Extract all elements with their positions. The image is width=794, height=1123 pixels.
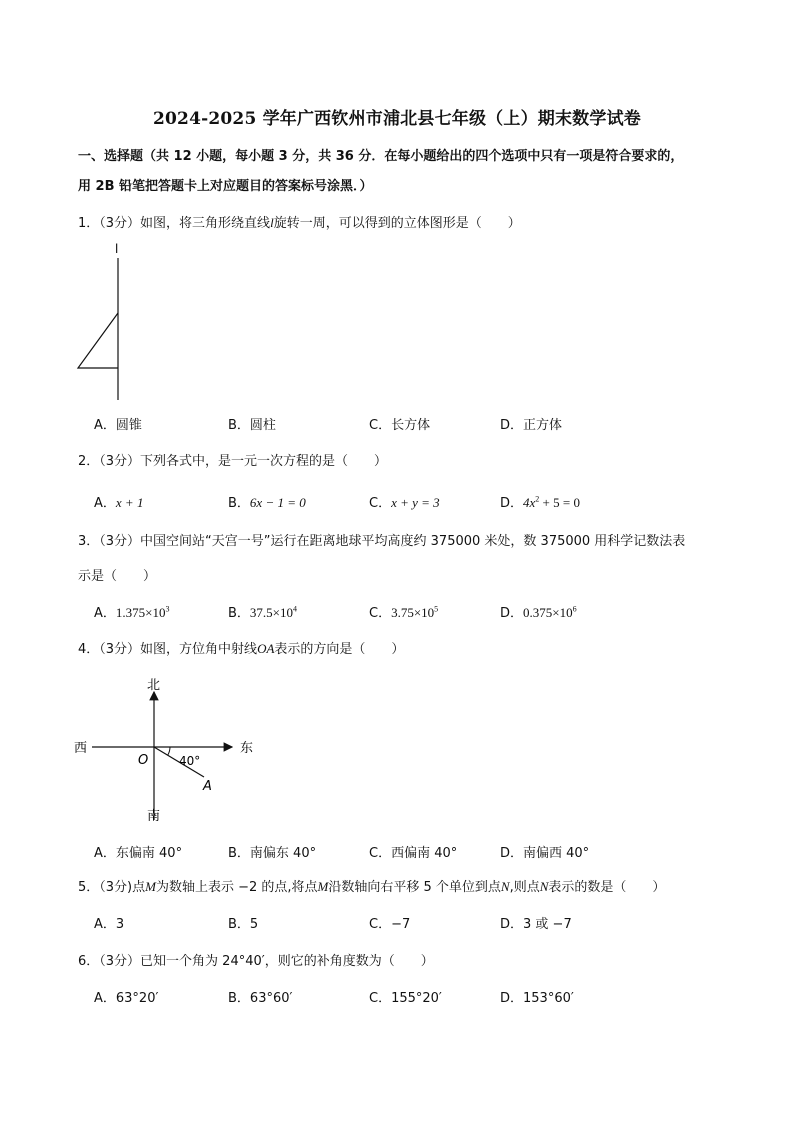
variable: OA: [257, 641, 275, 656]
question-text: ,则点: [509, 880, 540, 895]
question-6-stem: [78, 950, 434, 969]
option-expression: 37.5×10: [249, 605, 294, 620]
question-2-stem: [78, 450, 387, 469]
question-text: 表示的数是（ ）: [548, 880, 666, 895]
option-label: B．: [228, 496, 250, 511]
section-heading-line2: 用 2B 铅笔把答题卡上对应题目的答案标号涂黑．）: [78, 179, 373, 194]
q5-option-c[interactable]: C．−7: [369, 917, 411, 932]
question-text: （3分）下列各式中，是一元一次方程的是（ ）: [99, 454, 388, 469]
option-label: B．: [228, 606, 250, 621]
question-number: 1．: [78, 216, 100, 231]
origin-label: O: [138, 753, 149, 768]
angle-arc: [168, 747, 170, 755]
question-text: 沿数轴向右平移 5 个单位到点: [328, 880, 501, 895]
q6-option-a[interactable]: A．63°20′: [94, 991, 159, 1006]
variable: N: [500, 879, 510, 894]
q4-option-a[interactable]: A．东偏南 40°: [94, 846, 183, 861]
q1-option-c[interactable]: C．长方体: [369, 418, 431, 433]
q5-option-a[interactable]: A．3: [94, 917, 125, 932]
q1-option-d[interactable]: D．正方体: [500, 418, 563, 433]
variable: M: [145, 879, 156, 894]
q6-option-b[interactable]: B．63°60′: [228, 991, 293, 1006]
q6-option-c[interactable]: C．155°20′: [369, 991, 442, 1006]
variable: M: [317, 879, 329, 894]
question-text: 为数轴上表示 −2 的点,将点: [155, 880, 318, 895]
q5-option-d[interactable]: D．3 或 −7: [500, 917, 572, 932]
q2-option-d[interactable]: [500, 492, 580, 511]
option-expression: x + y = 3: [391, 495, 440, 510]
east-label: 东: [240, 741, 254, 756]
triangle-shape: [78, 313, 118, 368]
q2-option-a[interactable]: [94, 492, 143, 511]
question-5-stem: [78, 876, 665, 895]
question-1-stem: [78, 212, 521, 231]
option-expression: 6x − 1 = 0: [249, 495, 306, 510]
q3-option-c[interactable]: [369, 602, 438, 621]
option-expression: 1.375×10: [115, 605, 166, 620]
question-text: 表示的方向是（ ）: [274, 642, 405, 657]
q1-option-b[interactable]: B．圆柱: [228, 418, 276, 433]
exponent: 6: [572, 604, 577, 614]
option-label: C．: [369, 606, 392, 621]
south-label: 南: [147, 809, 161, 824]
q1-option-a[interactable]: A．圆锥: [94, 418, 142, 433]
option-label: A．: [94, 606, 116, 621]
angle-label: 40°: [179, 754, 201, 768]
point-label: A: [203, 779, 212, 794]
direction-angle-figure: [70, 670, 270, 830]
question-number: 3．: [78, 534, 100, 549]
north-label: 北: [147, 678, 161, 693]
exponent: 4: [293, 604, 298, 614]
option-expression: 3.75×10: [391, 605, 435, 620]
question-text: （3分）如图，方位角中射线: [99, 642, 258, 657]
q3-option-b[interactable]: [228, 602, 297, 621]
q4-option-c[interactable]: C．西偏南 40°: [369, 846, 458, 861]
question-text: （3分）中国空间站“天宫一号”运行在距离地球平均高度约 375000 米处，数 375000 用科学记数法表: [99, 534, 686, 549]
question-number: 4．: [78, 642, 100, 657]
exponent: 2: [535, 494, 540, 504]
q2-option-c[interactable]: [369, 492, 440, 511]
exponent: 5: [434, 604, 439, 614]
axis-label-l: l: [115, 242, 119, 256]
question-number: 6．: [78, 954, 100, 969]
q5-option-b[interactable]: B．5: [228, 917, 259, 932]
q3-option-a[interactable]: [94, 602, 170, 621]
option-expression: 4x: [523, 495, 536, 510]
question-text: （3分）如图，将三角形绕直线: [99, 216, 271, 231]
section-heading-line1: 一、选择题（共 12 小题，每小题 3 分，共 36 分．在每小题给出的四个选项中只有一项是符合要求的，: [78, 149, 684, 164]
question-number: 5．: [78, 880, 100, 895]
option-label: D．: [500, 496, 524, 511]
question-4-stem: [78, 638, 404, 657]
variable: N: [539, 879, 549, 894]
variable: l: [270, 215, 274, 230]
q2-option-b[interactable]: [228, 492, 306, 511]
question-number: 2．: [78, 454, 100, 469]
exponent: 3: [165, 604, 170, 614]
rotation-triangle-figure: [70, 240, 140, 405]
question-text: 旋转一周，可以得到的立体图形是（ ）: [273, 216, 521, 231]
option-expression: x + 1: [115, 495, 144, 510]
q4-option-b[interactable]: B．南偏东 40°: [228, 846, 317, 861]
q6-option-d[interactable]: D．153°60′: [500, 991, 574, 1006]
option-label: C．: [369, 496, 392, 511]
west-label: 西: [74, 741, 88, 756]
q3-option-d[interactable]: [500, 602, 577, 621]
question-text: （3分）已知一个角为 24°40′，则它的补角度数为（ ）: [99, 954, 434, 969]
option-label: D．: [500, 606, 524, 621]
option-expression: + 5 = 0: [539, 495, 580, 510]
option-expression: 0.375×10: [523, 605, 573, 620]
question-text: （3分)点: [99, 880, 146, 895]
question-3-stem-line1: [78, 530, 685, 549]
page-title: 2024-2025 学年广西钦州市浦北县七年级（上）期末数学试卷: [152, 109, 641, 129]
option-label: A．: [94, 496, 116, 511]
question-3-stem-line2: 示是（ ）: [78, 569, 157, 584]
q4-option-d[interactable]: D．南偏西 40°: [500, 846, 590, 861]
